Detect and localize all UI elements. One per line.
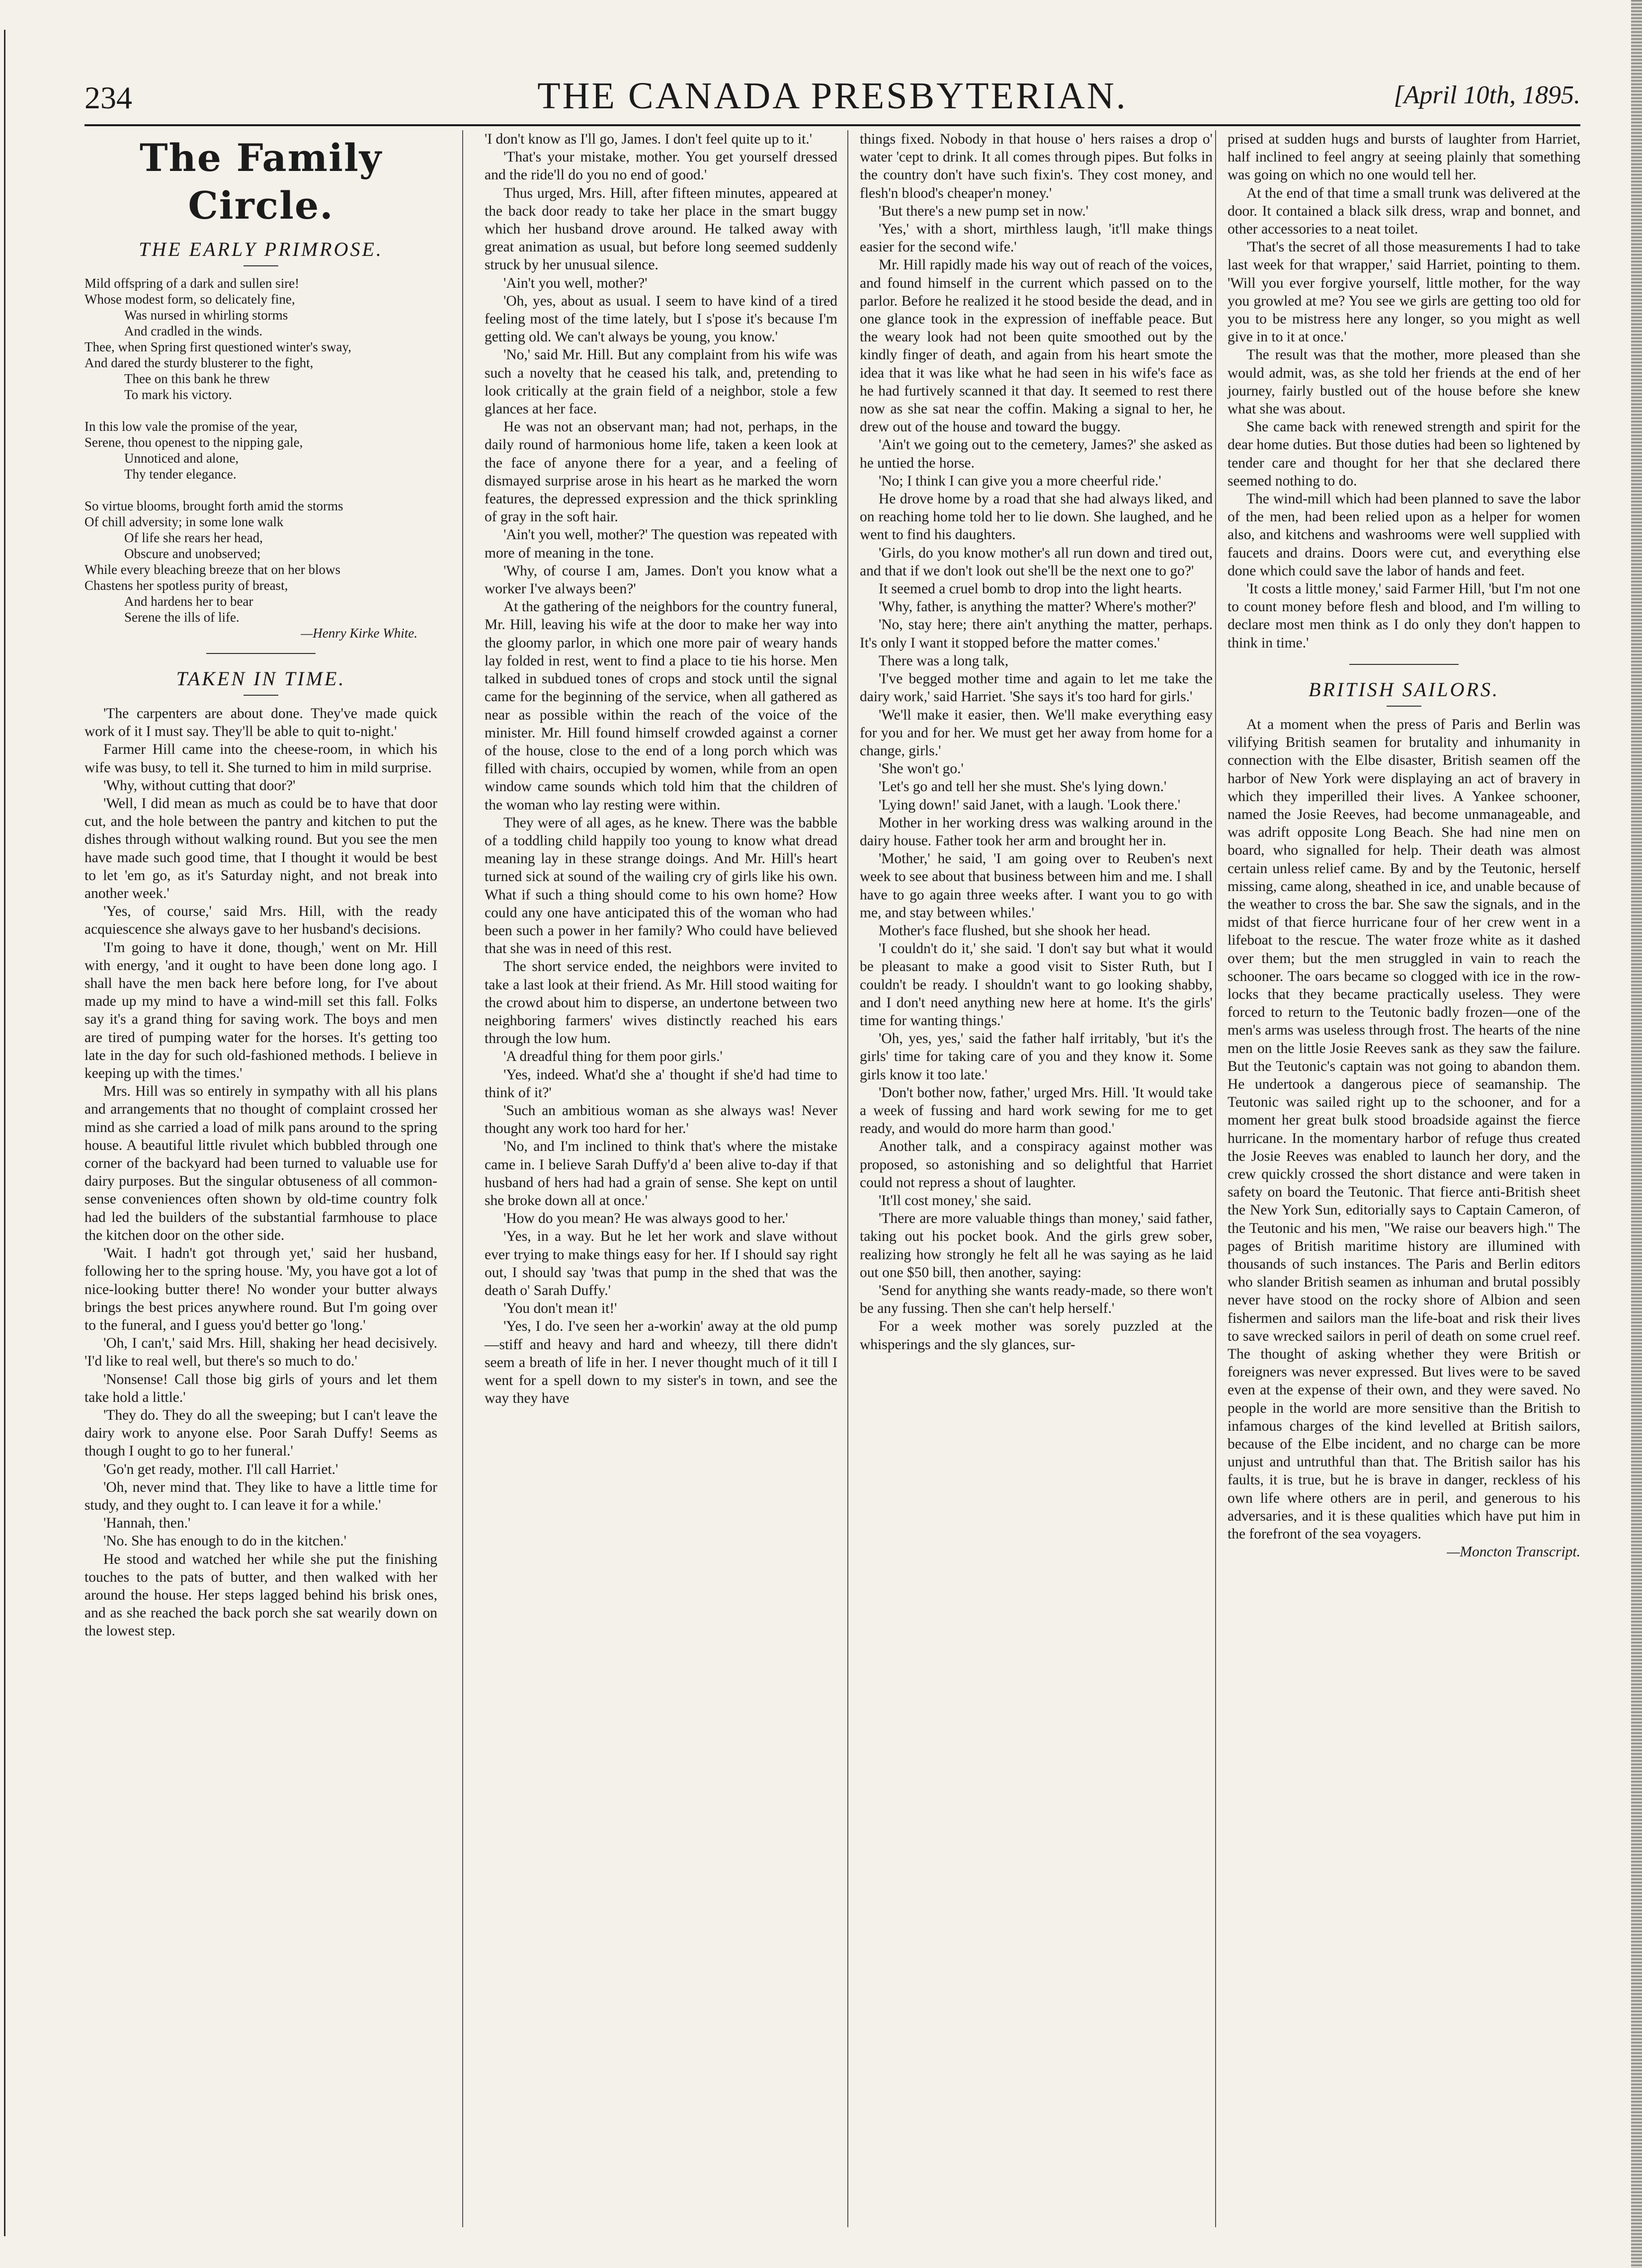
story-paragraph: 'Ain't we going out to the cemetery, James?' she asked as he untied the horse. bbox=[860, 437, 1213, 471]
story-paragraph: 'How do you mean? He was always good to her.' bbox=[503, 1211, 788, 1227]
column-2 bbox=[485, 130, 837, 1407]
story-paragraph: Mrs. Hill was so entirely in sympathy with all his plans and arrangements that no thought of complaint crossed her mind as she carried a load of milk pans around to the spring house. A beautiful little rivulet which bubbled through one corner of the backyard had been turned to valuable use for dairy purposes. But the singular obtuseness of all common-sense conveniences often shown by old-time country folk had led the builders of the substantial farmhouse to place the kitchen door on the other side. bbox=[84, 1083, 437, 1243]
story-paragraph: 'It'll cost money,' she said. bbox=[879, 1192, 1032, 1209]
story-paragraph: 'Let's go and tell her she must. She's lying down.' bbox=[879, 779, 1167, 795]
header-rule bbox=[84, 124, 1580, 126]
page-edge-scan-artifact bbox=[1631, 0, 1642, 2268]
story-paragraph: For a week mother was sorely puzzled at the whisperings and the sly glances, sur- bbox=[860, 1318, 1213, 1353]
story-paragraph: 'Oh, yes, yes,' said the father half irritably, 'but it's the girls' time for taking care of you and they know it. Some girls know it too late.' bbox=[860, 1031, 1213, 1083]
poem-line: While every bleaching breeze that on her blows bbox=[84, 562, 341, 577]
story-paragraph: 'Why, without cutting that door?' bbox=[103, 777, 296, 794]
section-rule bbox=[206, 653, 316, 654]
story-paragraph: 'Yes, I do. I've seen her a-workin' away at the old pump—stiff and heavy and hard and wheezy, till there didn't seem a breath of life in her. I never thought much of it till I went for a spell down to my sister's in town, and see the way they have bbox=[485, 1318, 837, 1407]
story-paragraph: things fixed. Nobody in that house o' hers raises a drop o' water 'cept to drink. It all comes through pipes. But folks in the country don't have such fixin's. They cost money, and flesh'n blood's cheaper'n money.' bbox=[860, 131, 1213, 201]
story-paragraph: He stood and watched her while she put the finishing touches to the pats of butter, and then walked with her around the house. Her steps lagged behind his brisk ones, and as she reached the back porch she sat wearily down on the lowest step. bbox=[84, 1551, 437, 1639]
story-paragraph: 'We'll make it easier, then. We'll make everything easy for you and for her. We must get her away from home for a change, girls.' bbox=[860, 707, 1213, 759]
poem-line: Of chill adversity; in some lone walk bbox=[84, 514, 284, 529]
story-paragraph: 'I'm going to have it done, though,' went on Mr. Hill with energy, 'and it ought to have been done long ago. I shall have the men back here before long, for I've about made up my mind to have a wind-mill set this fall. Folks say it's a grand thing for saving work. The boys and men are tired of pumping water for the horses. It's getting too late in the day for such old-fashioned methods. I believe in keeping up with the times.' bbox=[84, 939, 437, 1082]
story-paragraph: 'No. She has enough to do in the kitchen.' bbox=[103, 1533, 347, 1549]
story-paragraph: 'No,' said Mr. Hill. But any complaint from his wife was such a novelty that he ceased his talk, and, pretending to look critically at the grain field of a neighbor, stole a few glances at her face. bbox=[485, 347, 837, 417]
story-paragraph: 'It costs a little money,' said Farmer Hill, 'but I'm not one to count money before flesh and blood, and I'm willing to declare most men think as I do only they don't happen to think in time.' bbox=[1228, 581, 1580, 651]
story-paragraph: Mother's face flushed, but she shook her head. bbox=[879, 922, 1150, 939]
story-paragraph: 'Girls, do you know mother's all run down and tired out, and that if we don't look out she'll be the next one to go?' bbox=[860, 545, 1213, 579]
poem-body bbox=[84, 275, 437, 625]
story-paragraph: 'Hannah, then.' bbox=[103, 1515, 191, 1532]
title-rule bbox=[244, 265, 278, 266]
story-paragraph: They were of all ages, as he knew. There was the babble of a toddling child happily too young to know what dread meaning lay in these strange doings. And Mr. Hill's heart turned sick at sound of the wailing cry of girls like his own. What if such a thing should come to his own home? How could any one have anticipated this of the woman who had been such a power in her family? Who could have believed that she was in need of this rest. bbox=[485, 814, 837, 957]
story-paragraph: 'There are more valuable things than money,' said father, taking out his pocket book. And the girls grew sober, realizing how strongly he felt all he was saying as he laid out one $50 bill, then another, saying: bbox=[860, 1211, 1213, 1281]
story-text-col4 bbox=[1228, 130, 1580, 652]
poem-attribution: —Henry Kirke White. bbox=[301, 626, 417, 641]
story-paragraph: 'Don't bother now, father,' urged Mrs. Hill. 'It would take a week of fussing and hard work sewing for me to get ready, and would do more harm than good.' bbox=[860, 1084, 1213, 1137]
poem-line: Obscure and unobserved; bbox=[124, 546, 261, 561]
story-paragraph: 'She won't go.' bbox=[879, 761, 964, 777]
story-paragraph: 'Wait. I hadn't got through yet,' said her husband, following her to the spring house. 'My, you have got a lot of nice-looking butter there! No wonder your butter always brings the best prices anywhere round. But I'm going over to the funeral, and I guess you'd better go 'long.' bbox=[84, 1245, 437, 1333]
poem-line: Thee, when Spring first questioned winter's sway, bbox=[84, 339, 352, 354]
story-paragraph: Another talk, and a conspiracy against mother was proposed, so astonishing and so delightful that Harriet could not repress a shout of laughter. bbox=[860, 1138, 1213, 1191]
story-paragraph: prised at sudden hugs and bursts of laughter from Harriet, half inclined to feel angry at seeing plainly that something was going on which no one would tell her. bbox=[1228, 131, 1580, 183]
story-paragraph: 'No, stay here; there ain't anything the matter, perhaps. It's only I want it stopped before the matter comes.' bbox=[860, 617, 1213, 651]
story-text-col2 bbox=[485, 130, 837, 1407]
story-paragraph: 'That's the secret of all those measurements I had to take last week for that wrapper,' said Harriet, pointing to them. 'Will you ever forgive yourself, little mother, for the way you growled at me? You see we girls are getting too old for you to be mistress here any longer, so you might as well give in to it at once.' bbox=[1228, 239, 1580, 345]
story-paragraph: 'Mother,' he said, 'I am going over to Reuben's next week to see about that business between him and me. I shall have to go again three weeks after. I want you to go with me, and stay between whiles.' bbox=[860, 851, 1213, 921]
story-paragraph: 'Ain't you well, mother?' The question was repeated with more of meaning in the tone. bbox=[485, 527, 837, 561]
poem-line: Thy tender elegance. bbox=[124, 467, 237, 482]
title-rule bbox=[1387, 706, 1421, 707]
column-divider bbox=[1215, 130, 1216, 2227]
story-paragraph: At the gathering of the neighbors for the country funeral, Mr. Hill, leaving his wife at the door to make her way into the gloomy parlor, in which one more pair of weary hands lay folded in rest, went to find a place to tie his horse. Men talked in subdued tones of crops and stock until the signal came for the beginning of the service, when all gathered as near as possible within the reach of the voice of the minister. Mr. Hill found himself crowded against a corner of the house, close to the end of a long porch which was filled with chairs, occupied by women, while from an open window came sounds which told him that the children of the woman who lay resting were within. bbox=[485, 599, 837, 813]
story-paragraph: 'Oh, yes, about as usual. I seem to have kind of a tired feeling most of the time lately, but I s'pose it's because I'm getting old. We can't always be young, you know.' bbox=[485, 293, 837, 345]
story-paragraph: 'A dreadful thing for them poor girls.' bbox=[503, 1049, 723, 1065]
story-text-col1 bbox=[84, 705, 437, 1640]
article-source: —Moncton Transcript. bbox=[1447, 1544, 1580, 1560]
section-rule bbox=[1349, 664, 1459, 665]
story-paragraph: 'Yes, of course,' said Mrs. Hill, with the ready acquiescence she always gave to her husband's decisions. bbox=[84, 903, 437, 938]
story-paragraph: 'Oh, I can't,' said Mrs. Hill, shaking her head decisively. 'I'd like to real well, but there's so much to do.' bbox=[84, 1335, 437, 1370]
story-paragraph: 'Go'n get ready, mother. I'll call Harriet.' bbox=[103, 1461, 338, 1477]
story-paragraph: 'I couldn't do it,' she said. 'I don't say but what it would be pleasant to make a good visit to Sister Ruth, but I couldn't be ready. I shouldn't want to go looking shabby, and I don't need anything new here at home. It's the girls' time for wanting things.' bbox=[860, 941, 1213, 1029]
story-paragraph: 'No, and I'm inclined to think that's where the mistake came in. I believe Sarah Duffy'd a' been alive to-day if that husband of hers had had a grain of sense. She kept on until she broke down all at once.' bbox=[485, 1138, 837, 1209]
poem-line: Thee on this bank he threw bbox=[124, 371, 270, 386]
stanza-break bbox=[84, 403, 437, 418]
story-paragraph: 'The carpenters are about done. They've made quick work of it I must say. They'll be able to quit to-night.' bbox=[84, 706, 437, 740]
article-title: BRITISH SAILORS. bbox=[1309, 678, 1499, 701]
story-paragraph: 'Yes, indeed. What'd she a' thought if she'd had time to think of it?' bbox=[485, 1066, 837, 1101]
poem-line: To mark his victory. bbox=[124, 387, 232, 402]
story-paragraph: 'But there's a new pump set in now.' bbox=[879, 203, 1089, 219]
section-title: The Family Circle. bbox=[140, 136, 382, 228]
poem-line: Was nursed in whirling storms bbox=[124, 308, 288, 323]
column-4 bbox=[1228, 130, 1580, 1561]
story-paragraph: 'Why, father, is anything the matter? Where's mother?' bbox=[879, 599, 1196, 615]
poem-line: Serene the ills of life. bbox=[124, 610, 240, 625]
story-paragraph: 'Oh, never mind that. They like to have a little time for study, and they ought to. I can leave it for a while.' bbox=[84, 1479, 437, 1513]
story-paragraph: 'They do. They do all the sweeping; but I can't leave the dairy work to anyone else. Poor Sarah Duffy! Seems as though I ought to go to her funeral.' bbox=[84, 1407, 437, 1459]
story-paragraph: There was a long talk, bbox=[879, 652, 1009, 669]
story-paragraph: Farmer Hill came into the cheese-room, in which his wife was busy, to tell it. She turned to him in mild surprise. bbox=[84, 741, 437, 776]
story-paragraph: The wind-mill which had been planned to save the labor of the men, had been relied upon as a helper for women also, and kitchens and washrooms were well supplied with faucets and drains. Doors were cut, and everything else done which could save the labor of hands and feet. bbox=[1228, 491, 1580, 579]
story-paragraph: Mother in her working dress was walking around in the dairy house. Father took her arm and brought her in. bbox=[860, 814, 1213, 849]
poem-line: Of life she rears her head, bbox=[124, 530, 263, 545]
column-1 bbox=[84, 130, 437, 1640]
page-header bbox=[84, 75, 1580, 119]
story-paragraph: 'Nonsense! Call those big girls of yours and let them take hold a little.' bbox=[84, 1371, 437, 1405]
story-paragraph: The result was that the mother, more pleased than she would admit, was, as she told her friends at the end of her journey, fairly bustled out of the house before she knew what she was about. bbox=[1228, 347, 1580, 417]
story-paragraph: The short service ended, the neighbors were invited to take a last look at their friend. As Mr. Hill stood waiting for the crowd about him to disperse, an undertone between two neighboring farmers' wives distinctly reached his ears through the low hum. bbox=[485, 959, 837, 1047]
page-number: 234 bbox=[84, 80, 132, 115]
column-divider bbox=[462, 130, 463, 2227]
story-paragraph: 'That's your mistake, mother. You get yourself dressed and the ride'll do you no end of good.' bbox=[485, 149, 837, 183]
poem-title: THE EARLY PRIMROSE. bbox=[139, 238, 383, 260]
article-paragraph: At a moment when the press of Paris and Berlin was vilifying British seamen for brutality and inhumanity in connection with the Elbe disaster, British seamen off the harbor of New York were displaying an act of bravery in which they imperilled their lives. A Yankee schooner, named the Josie Reeves, had become unmanageable, and was adrift opposite Long Beach. She had nine men on board, who signalled for help. Their death was almost certain unless relief came. By and by the Teutonic, herself missing, came along, sheathed in ice, and unable because of the weather to cross the bar. She saw the signals, and in the midst of that fierce hurricane four of her crew went in a lifeboat to the rescue. The water froze white as it dashed over them; but the men struggled in vain to reach the schooner. The oars became so clogged with ice in the row-locks that they became practically useless. They were forced to return to the Teutonic badly frozen—one of the men's arms was useless through frost. The hearts of the nine men on the little Josie Reeves sank as they saw the failure. But the Teutonic's captain was not going to abandon them. He undertook a dangerous piece of seamanship. The Teutonic was sailed right up to the schooner, and for a moment her great bulk stood broadside against the fierce hurricane. In the momentary harbor of refuge thus created the Josie Reeves was enabled to launch her dory, and the crew quickly crossed the short distance and were taken in safety on board the Teutonic. That fierce anti-British sheet the New York Sun, editorially says to Captain Cameron, of the Teutonic and his men, "We raise our beavers high." The pages of British maritime history are illumined with thousands of such instances. The Paris and Berlin editors who slander British seamen as inhuman and brutal possibly never have stood on the rocky shore of Albion and seen fishermen and sailors man the life-boat and risk their lives to save wrecked sailors in peril of death on some cruel reef. The thought of asking whether they were British or foreigners was never expressed. But lives were to be saved even at the expense of their own, and they were saved. No people in the world are more sensitive than the British to infamous charges of the kind levelled at British sailors, because of the Elbe incident, and no charge can be more unjust and untruthful than that. The British sailor has his faults, it is true, but he is brave in danger, reckless of his own life where others are in peril, and generous to his adversaries, and it is these qualities which have put him in the forefront of the sea voyagers. bbox=[1228, 716, 1580, 1542]
poem-line: Mild offspring of a dark and sullen sire! bbox=[84, 276, 300, 291]
story-paragraph: 'Yes, in a way. But he let her work and slave without ever trying to make things easy for her. If I should say right out, I should say 'twas that pump in the shed that was the death o' Sarah Duffy.' bbox=[485, 1228, 837, 1298]
story-paragraph: 'Ain't you well, mother?' bbox=[503, 275, 648, 291]
title-rule bbox=[244, 695, 278, 696]
column-3 bbox=[860, 130, 1213, 1354]
story-paragraph: 'Lying down!' said Janet, with a laugh. 'Look there.' bbox=[879, 797, 1181, 813]
poem-line: Chastens her spotless purity of breast, bbox=[84, 578, 288, 593]
story-paragraph: At the end of that time a small trunk was delivered at the door. It contained a black silk dress, wrap and bonnet, and other accessories to a neat toilet. bbox=[1228, 185, 1580, 238]
story-paragraph: 'No; I think I can give you a more cheerful ride.' bbox=[879, 473, 1161, 489]
binding-edge bbox=[4, 30, 5, 2236]
story-paragraph: 'I don't know as I'll go, James. I don't feel quite up to it.' bbox=[485, 131, 813, 147]
poem-line: And cradled in the winds. bbox=[124, 324, 263, 338]
story-paragraph: 'Why, of course I am, James. Don't you know what a worker I've always been?' bbox=[485, 563, 837, 597]
story-paragraph: Thus urged, Mrs. Hill, after fifteen minutes, appeared at the back door ready to take her place in the smart buggy which her husband drove around. He talked away with great animation as usual, but before long seemed suddenly struck by her unusual silence. bbox=[485, 185, 837, 273]
poem-line: Whose modest form, so delicately fine, bbox=[84, 292, 295, 307]
story-paragraph: 'You don't mean it!' bbox=[503, 1300, 617, 1317]
story-text-col3 bbox=[860, 130, 1213, 1354]
story-paragraph: 'Yes,' with a short, mirthless laugh, 'it'll make things easier for the second wife.' bbox=[860, 221, 1213, 255]
story-title: TAKEN IN TIME. bbox=[176, 667, 346, 690]
poem-line: In this low vale the promise of the year, bbox=[84, 419, 298, 434]
story-paragraph: 'Send for anything she wants ready-made, so there won't be any fussing. Then she can't help herself.' bbox=[860, 1283, 1213, 1317]
story-paragraph: 'Such an ambitious woman as she always was! Never thought any work too hard for her.' bbox=[485, 1102, 837, 1137]
story-paragraph: She came back with renewed strength and spirit for the dear home duties. But those duties had been so lightened by tender care and thought for her that she declared there seemed nothing to do. bbox=[1228, 419, 1580, 489]
issue-date: [April 10th, 1895. bbox=[1394, 81, 1580, 109]
poem-line: So virtue blooms, brought forth amid the storms bbox=[84, 498, 343, 513]
poem-line: And dared the sturdy blusterer to the fight, bbox=[84, 355, 314, 370]
poem-line: Unnoticed and alone, bbox=[124, 451, 239, 466]
story-paragraph: He drove home by a road that she had always liked, and on reaching home told her to lie down. She laughed, and he went to find his daughters. bbox=[860, 491, 1213, 543]
stanza-break bbox=[84, 482, 437, 498]
story-paragraph: It seemed a cruel bomb to drop into the light hearts. bbox=[879, 581, 1182, 597]
story-paragraph: Mr. Hill rapidly made his way out of reach of the voices, and found himself in the current which passed on to the parlor. Before he realized it he stood beside the dead, and in one glance took in the expression of ineffable peace. But the weary look had not been quite smoothed out by the kindly finger of death, and again from his heart smote the idea that it was like what he had seen in his wife's face as he had furtively scanned it that day. It seemed to rest there now as she sat near the coffin. Making a signal to her, he drew out of the house and toward the buggy. bbox=[860, 257, 1213, 435]
poem-line: And hardens her to bear bbox=[124, 594, 253, 609]
story-paragraph: He was not an observant man; had not, perhaps, in the daily round of harmonious home life, taken a keen look at the face of anyone there for a year, and a feeling of dismayed surprise arose in his heart as he marked the worn features, the depressed expression and the thick sprinkling of gray in the soft hair. bbox=[485, 419, 837, 525]
poem-line: Serene, thou openest to the nipping gale, bbox=[84, 435, 303, 450]
story-paragraph: 'I've begged mother time and again to let me take the dairy work,' said Harriet. 'She says it's too hard for girls.' bbox=[860, 671, 1213, 705]
story-paragraph: 'Well, I did mean as much as could be to have that door cut, and the hole between the pantry and kitchen to put the dishes through without walking round. But you see the men have made such good time, that I thought it would be best to let 'em go, as it's Saturday night, and not break into another week.' bbox=[84, 796, 437, 902]
publication-title: THE CANADA PRESBYTERIAN. bbox=[537, 75, 1128, 117]
column-divider bbox=[847, 130, 848, 2227]
